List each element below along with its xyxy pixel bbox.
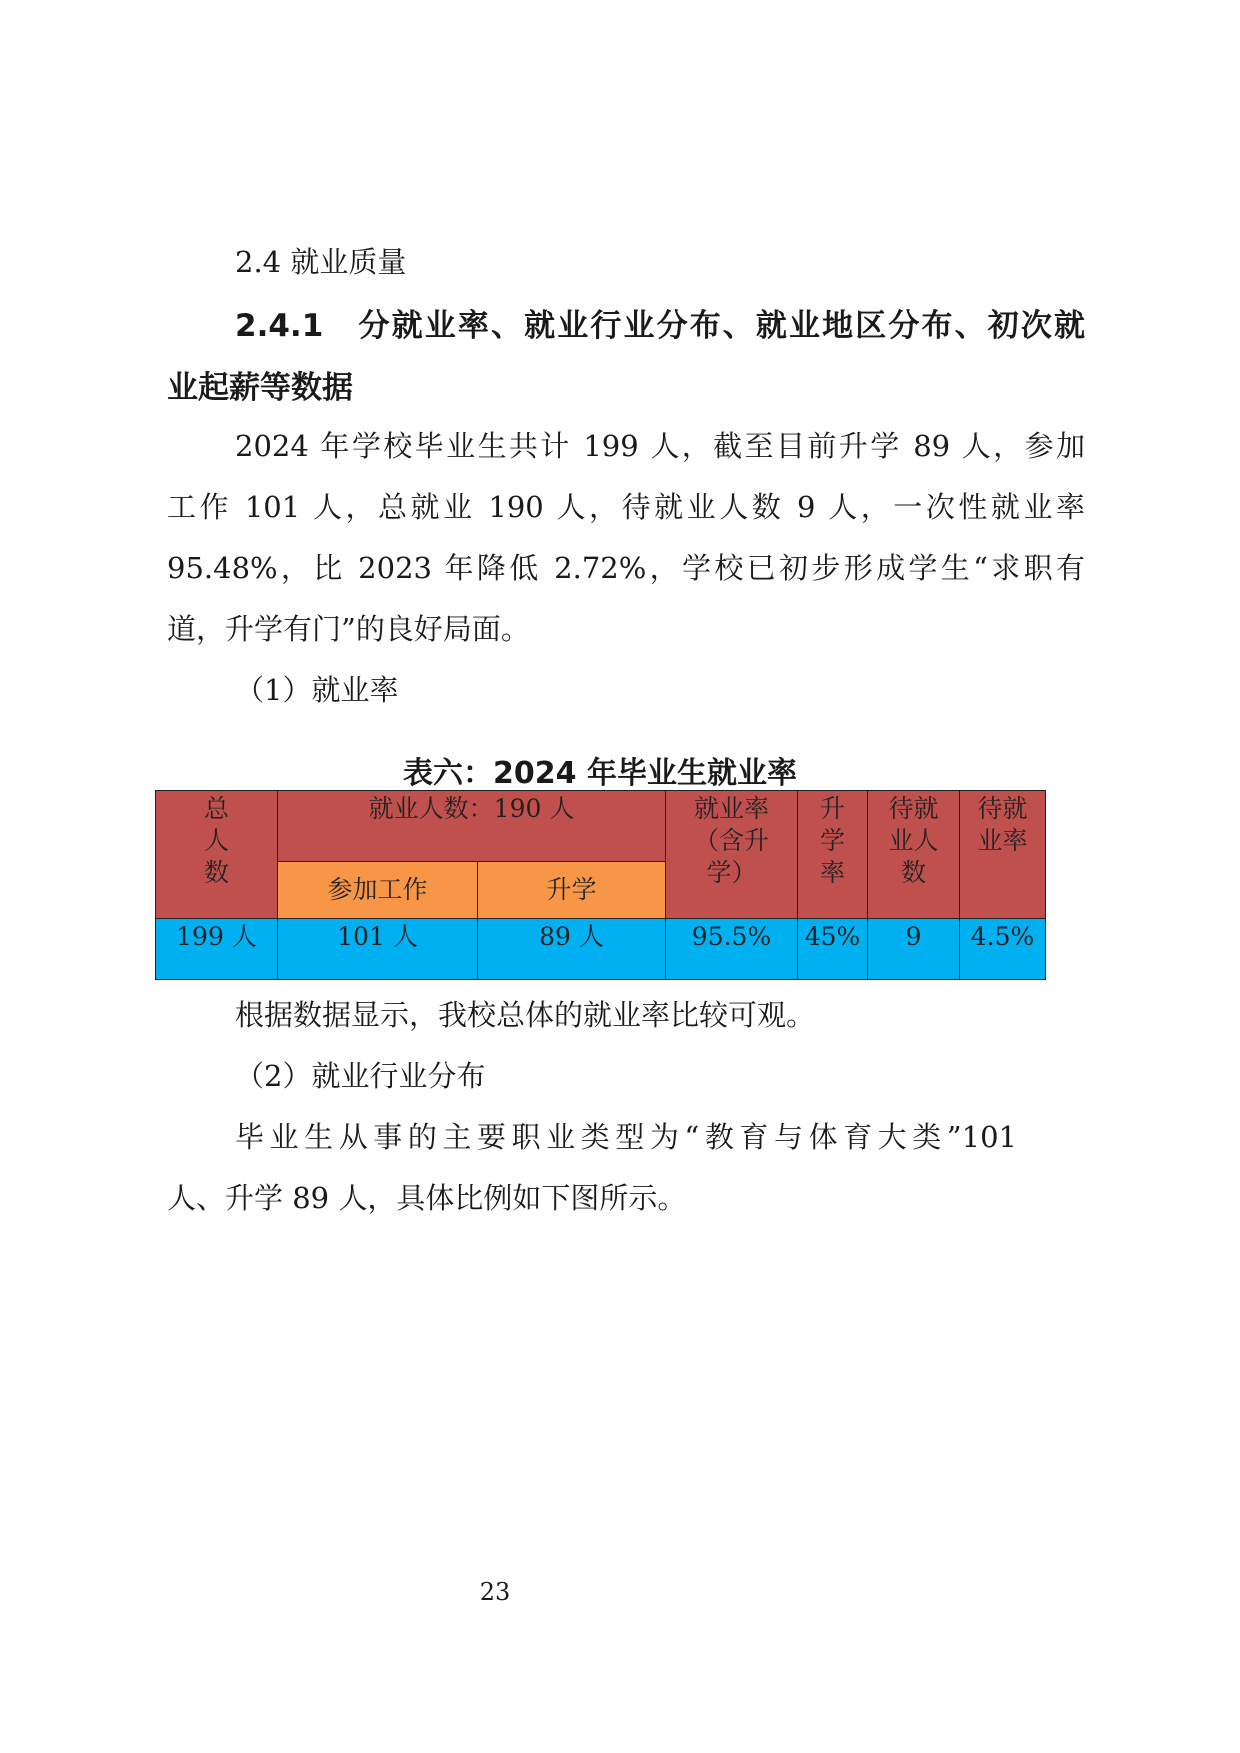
header-pending-rate: 待就 业率 — [960, 791, 1046, 919]
header-employment-rate: 就业率 （含升 学） — [666, 791, 798, 919]
industry-line-2: 人、升学 89 人，具体比例如下图所示。 — [167, 1181, 687, 1215]
page-number: 23 — [479, 1578, 511, 1606]
header-pending-count: 待就 业人 数 — [868, 791, 960, 919]
after-table-text: 根据数据显示，我校总体的就业率比较可观。 — [235, 998, 816, 1032]
subsection-heading-line1: 2.4.1 分就业率、就业行业分布、就业地区分布、初次就 — [235, 308, 1085, 344]
subsection-heading-line2: 业起薪等数据 — [167, 370, 353, 406]
cell-pending-count: 9 — [868, 919, 960, 980]
header-employed-group: 就业人数：190 人 — [278, 791, 666, 862]
table-caption: 表六：2024 年毕业生就业率 — [403, 756, 797, 791]
header-working: 参加工作 — [278, 862, 478, 919]
intro-line-2: 工作 101 人，总就业 190 人，待就业人数 9 人，一次性就业率 — [167, 490, 1085, 524]
cell-working: 101 人 — [278, 919, 478, 980]
header-study-rate: 升 学 率 — [798, 791, 868, 919]
cell-employment-rate: 95.5% — [666, 919, 798, 980]
cell-study-rate: 45% — [798, 919, 868, 980]
item1-title: （1）就业率 — [235, 673, 399, 707]
cell-total: 199 人 — [156, 919, 278, 980]
section-heading: 2.4 就业质量 — [235, 245, 407, 279]
cell-further-study: 89 人 — [478, 919, 666, 980]
item2-title: （2）就业行业分布 — [235, 1059, 486, 1093]
intro-line-1: 2024 年学校毕业生共计 199 人，截至目前升学 89 人，参加 — [235, 429, 1085, 463]
industry-line-1: 毕业生从事的主要职业类型为“教育与体育大类”101 — [235, 1120, 1017, 1154]
header-further-study: 升学 — [478, 862, 666, 919]
intro-line-4: 道，升学有门”的良好局面。 — [167, 612, 530, 646]
cell-pending-rate: 4.5% — [960, 919, 1046, 980]
intro-line-3: 95.48%，比 2023 年降低 2.72%，学校已初步形成学生“求职有 — [167, 551, 1085, 585]
header-total: 总 人 数 — [156, 791, 278, 919]
employment-rate-table — [155, 790, 1046, 980]
